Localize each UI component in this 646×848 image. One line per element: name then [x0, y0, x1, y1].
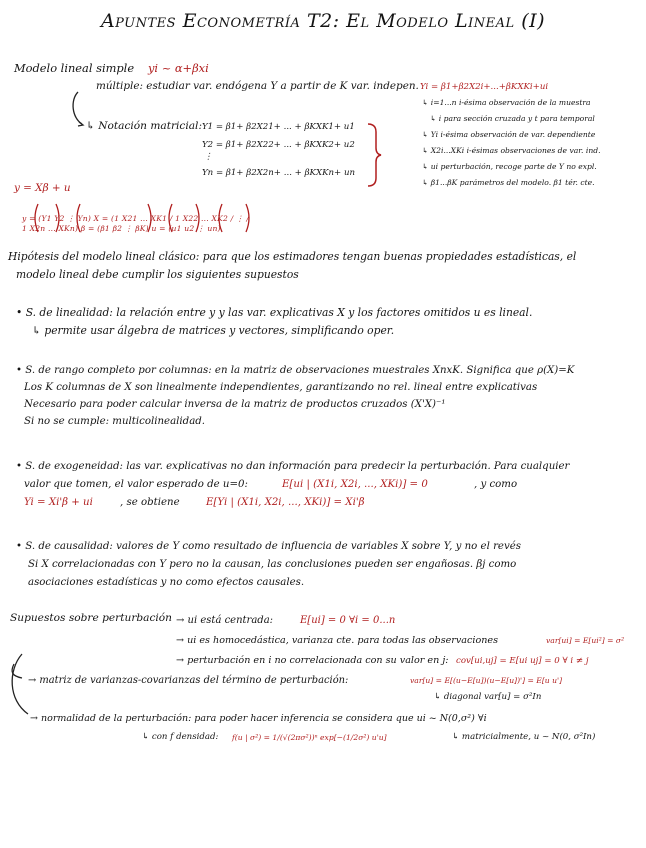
norm-a: → normalidad de la perturbación: para poder hacer inferencia se considera que ui ~ N(0,σ²) ∀i [30, 713, 487, 724]
matrix-label: ↳ Notación matricial: [86, 120, 203, 132]
linealidad-2: ↳ permite usar álgebra de matrices y vectores, simplificando oper. [32, 324, 395, 337]
vc-c: ↳ diagonal var[u] = σ²In [434, 692, 542, 702]
matrix-eq-dots: ⋮ [204, 152, 213, 162]
norm-d: ↳ matricialmente, u ~ N(0, σ²In) [452, 732, 596, 742]
note-1: ↳ i=1...n i-ésima observación de la muestra [422, 98, 591, 107]
caus-3: asociaciones estadísticas y no como efectos causales. [28, 577, 305, 588]
pert-s1b: E[ui] = 0 ∀i = 0...n [300, 615, 396, 626]
rango-2: Los K columnas de X son linealmente independientes, garantizando no rel. lineal entre explicativas [24, 382, 538, 393]
note-2: ↳ i para sección cruzada y t para temporal [430, 114, 595, 123]
pert-s3b: cov[ui,uj] = E[ui uj] = 0 ∀ i ≠ j [456, 656, 589, 666]
vector-form: y = Xβ + u [14, 182, 71, 194]
system-brace [368, 124, 381, 186]
arrow-stroke [73, 92, 82, 124]
pert-label: Supuestos sobre perturbación [10, 612, 173, 624]
matrix-eq-2: Y2 = β1+ β2X22+ ... + βKXK2+ u2 [202, 140, 355, 150]
rango-1: • S. de rango completo por columnas: en la matriz de observaciones muestrales XnxK. Significa que ρ(X)=K [16, 365, 575, 376]
exog-2b: E[ui | (X1i, X2i, ..., XKi)] = 0 [282, 479, 428, 490]
multiple-model-eq: Yi = β1+β2X2i+...+βKXKi+ui [420, 82, 549, 92]
hyp-intro-2: modelo lineal debe cumplir los siguientes supuestos [16, 268, 299, 281]
pert-s2b: var[ui] = E[ui²] = σ² [546, 636, 625, 645]
linealidad-1: • S. de linealidad: la relación entre y y las var. explicativas X y los factores omitidos u es lineal. [16, 306, 533, 319]
rango-4: Si no se cumple: multicolinealidad. [24, 416, 206, 427]
exog-3a: Yi = Xi'β + ui [24, 497, 93, 508]
note-5: ↳ ui perturbación, recoge parte de Y no expl. [422, 162, 597, 171]
arrow-head [78, 122, 83, 126]
exog-3c: E[Yi | (X1i, X2i, ..., XKi)] = Xi'β [206, 497, 365, 508]
hyp-intro-1: Hipótesis del modelo lineal clásico: para que los estimadores tengan buenas propiedades estadísticas, el [8, 250, 577, 263]
exog-2a: valor que tomen, el valor esperado de u=0: [24, 479, 248, 490]
simple-model-eq: yi ~ α+βxi [148, 61, 209, 75]
caus-1: • S. de causalidad: valores de Y como resultado de influencia de variables X sobre Y, y no el revés [16, 541, 521, 552]
caus-2: Si X correlacionadas con Y pero no la causan, las conclusiones pueden ser engañosas. βj como [28, 559, 517, 570]
vc-b: var[u] = E[(u−E[u])(u−E[u])'] = E[u u'] [410, 676, 563, 685]
multiple-model-label: múltiple: estudiar var. endógena Y a partir de K var. indepen. [96, 80, 419, 92]
simple-model-label: Modelo lineal simple [14, 61, 135, 75]
norm-c: f(u | σ²) = 1/(√(2πσ²))ⁿ exp[−(1/2σ²) u'u] [232, 733, 387, 742]
exog-1: • S. de exogeneidad: las var. explicativas no dan información para predecir la perturbación. Para cualquier [16, 461, 570, 472]
exog-2c: , y como [474, 479, 518, 490]
matrix-eq-n: Yn = β1+ β2X2n+ ... + βKXKn+ un [202, 168, 356, 178]
pert-s2a: → ui es homocedástica, varianza cte. para todas las observaciones [176, 635, 499, 646]
note-6: ↳ β1...βK parámetros del modelo. β1 tér. cte. [422, 178, 595, 187]
note-3: ↳ Yi i-ésima observación de var. dependiente [422, 130, 596, 139]
rango-3: Necesario para poder calcular inversa de la matriz de productos cruzados (X'X)⁻¹ [24, 399, 446, 410]
page-title: Apuntes Econometría T2: El Modelo Lineal (I) [100, 10, 546, 32]
vc-a: → matriz de varianzas-covarianzas del término de perturbación: [28, 675, 349, 686]
pert-s1a: → ui está centrada: [176, 615, 274, 626]
norm-b: ↳ con f densidad: [142, 732, 219, 742]
note-4: ↳ X2i...XKi i-ésimas observaciones de var. ind. [422, 146, 601, 155]
pert-s3a: → perturbación en i no correlacionada con su valor en j: [176, 655, 449, 666]
matrix-eq-1: Y1 = β1+ β2X21+ ... + βKXK1+ u1 [202, 122, 355, 132]
pert-arrow [12, 654, 28, 714]
matrix-expanded: y = (Y1 Y2 ⋮ Yn) X = (1 X21 ... XK1 / 1 X22 ... XK2 / ⋮ / 1 X2n ... XKn) β = (β1 β2 ⋮ βK) u = (u1 u2 ⋮ un) [22, 214, 250, 233]
exog-3b: , se obtiene [120, 497, 180, 508]
